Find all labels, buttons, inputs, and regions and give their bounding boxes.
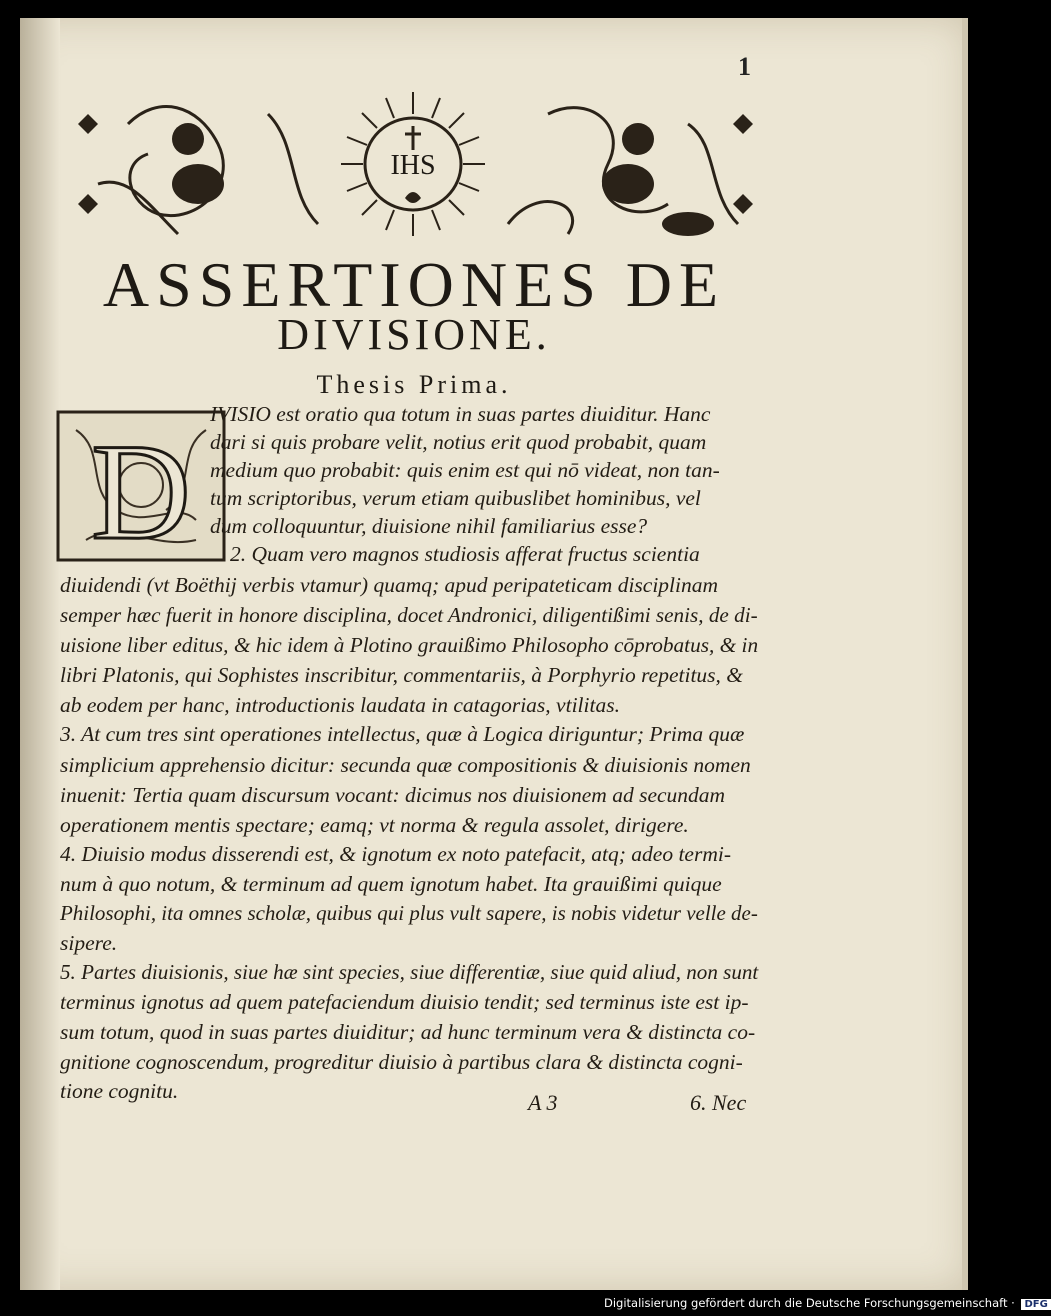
title-line-1: ASSERTIONES DE bbox=[102, 249, 726, 320]
text-line: Philosophi, ita omnes scholæ, quibus qui plus vult sapere, is nobis videtur velle de- bbox=[60, 901, 758, 925]
text-line: libri Platonis, qui Sophistes inscribitur, commentariis, à Porphyrio repetitus, & bbox=[60, 663, 744, 687]
text-line: sum totum, quod in suas partes diuiditur; ad hunc terminum vera & distincta co- bbox=[60, 1020, 756, 1044]
text-line: tione cognitu. bbox=[60, 1079, 179, 1103]
text-line: gnitione cognoscendum, progreditur diuisio à partibus clara & distincta cogni- bbox=[60, 1050, 743, 1074]
text-line: 4. Diuisio modus disserendi est, & ignotum ex noto patefacit, atq; adeo termi- bbox=[60, 842, 732, 866]
title-line-2: DIVISIONE. bbox=[277, 310, 551, 359]
text-line: medium quo probabit: quis enim est qui nō videat, non tan- bbox=[210, 458, 720, 482]
text-line: semper hæc fuerit in honore disciplina, docet Andronici, diligentißimi senis, de di- bbox=[60, 603, 758, 627]
document-page bbox=[20, 18, 968, 1290]
text-line: num à quo notum, & terminum ad quem ignotum habet. Ita grauißimi quique bbox=[60, 872, 722, 896]
text-line: 5. Partes diuisionis, siue hæ sint species, siue differentiæ, siue quid aliud, non sunt bbox=[60, 960, 759, 984]
text-line: IVISIO est oratio qua totum in suas partes diuiditur. Hanc bbox=[210, 402, 711, 426]
page-gutter-shadow bbox=[20, 18, 60, 1290]
text-line: dum colloquuntur, diuisione nihil familiarius esse? bbox=[210, 514, 648, 538]
text-line: uisione liber editus, & hic idem à Plotino grauißimo Philosopho cōprobatus, & in bbox=[60, 633, 759, 657]
text-line: operationem mentis spectare; eamq; vt norma & regula assolet, dirigere. bbox=[60, 813, 689, 837]
text-line: dari si quis probare velit, notius erit quod probabit, quam bbox=[210, 430, 707, 454]
footer-credit bbox=[604, 1296, 1051, 1310]
text-line: ab eodem per hanc, introductionis laudata in catagorias, vtilitas. bbox=[60, 693, 620, 717]
page-edge bbox=[962, 18, 968, 1290]
footer-text: Digitalisierung gefördert durch die Deutsche Forschungsgemeinschaft · bbox=[604, 1296, 1015, 1310]
text-line: inuenit: Tertia quam discursum vocant: dicimus nos diuisionem ad secundam bbox=[60, 783, 726, 807]
text-line: 2. Quam vero magnos studiosis afferat fructus scientia bbox=[230, 542, 700, 566]
signature-mark: A 3 bbox=[528, 1090, 558, 1115]
text-line: terminus ignotus ad quem patefaciendum diuisio tendit; sed terminus iste est ip- bbox=[60, 990, 749, 1014]
initial-letter: D bbox=[91, 415, 191, 568]
text-line: 3. At cum tres sint operationes intellectus, quæ à Logica diriguntur; Prima quæ bbox=[60, 722, 745, 746]
folio-number: 1 bbox=[738, 52, 751, 81]
decorated-initial bbox=[56, 410, 226, 568]
text-line: simplicium apprehensio dicitur: secunda quæ compositionis & diuisionis nomen bbox=[60, 753, 751, 777]
headpiece-monogram: IHS bbox=[390, 150, 436, 181]
text-line: diuidendi (vt Boëthij verbis vtamur) quamq; apud peripateticam disciplinam bbox=[60, 573, 719, 597]
text-line: sipere. bbox=[60, 931, 118, 955]
thesis-heading: Thesis Prima. bbox=[316, 370, 512, 399]
dfg-logo: DFG bbox=[1021, 1299, 1050, 1310]
ornamental-headpiece bbox=[68, 84, 758, 244]
catchword: 6. Nec bbox=[690, 1090, 747, 1115]
text-line: tum scriptoribus, verum etiam quibuslibet hominibus, vel bbox=[210, 486, 701, 510]
